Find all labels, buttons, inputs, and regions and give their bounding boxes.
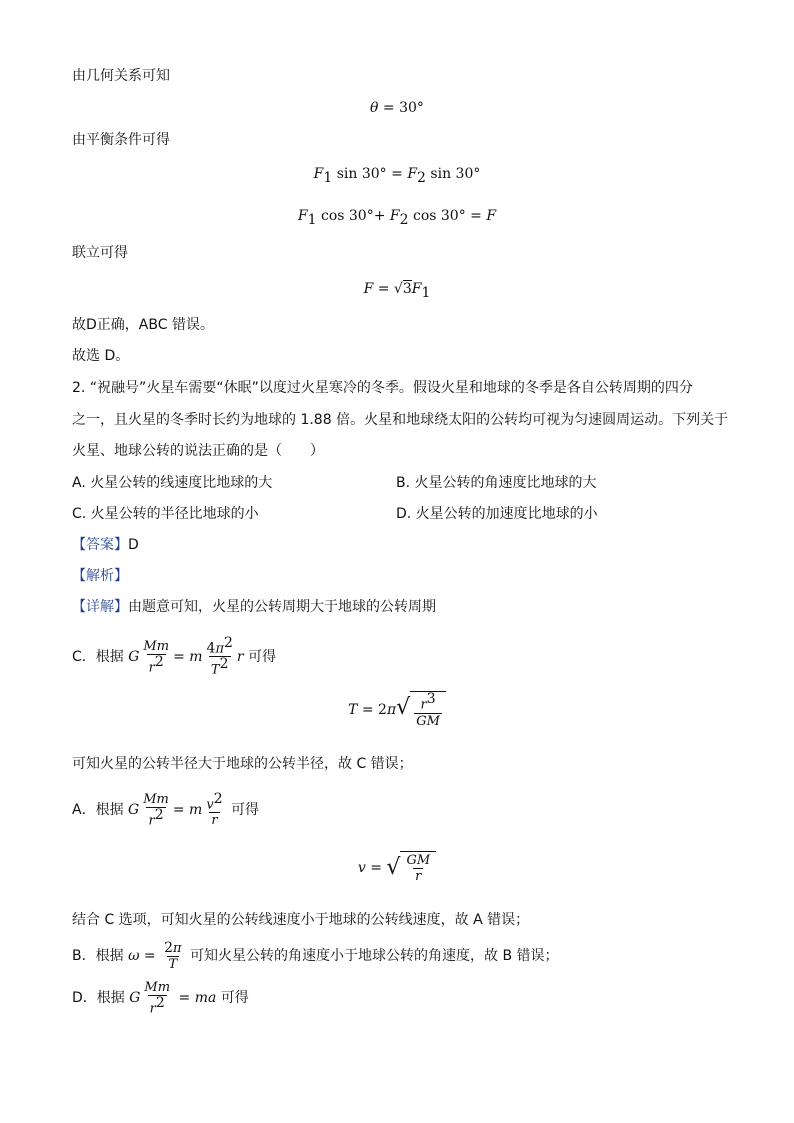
question-2-line-1: 2. “祝融号”火星车需要“休眠”以度过火星寒冷的冬季。假设火星和地球的冬季是各自公转周期的四分 <box>72 380 693 396</box>
step-b-formula: B．根据 ω = $\frac{2\pi}{T}$ 可知火星公转的角速度小于地球公转的角速度，故 B 错误； <box>72 939 559 972</box>
step-a-suffix: 可得 <box>231 802 260 819</box>
option-b: B. 火星公转的角速度比地球的大 <box>396 475 597 491</box>
step-c-suffix: 可得 <box>248 648 277 665</box>
step-c-result: 可知火星的公转半径大于地球的公转半径，故 C 错误； <box>72 756 413 772</box>
text-choice-1: 故选 D。 <box>72 348 130 364</box>
step-a-result: 结合 C 选项，可知火星的公转线速度小于地球的公转线速度，故 A 错误； <box>72 912 530 928</box>
equation-cos-balance: $F_1$ $\cos 30^\circ+ F_2$ cos 30° = F <box>297 208 497 228</box>
answer-value: D <box>128 537 139 553</box>
detail-label: 【详解】 <box>72 599 128 615</box>
equation-period: T = 2π √ $\frac{r^3}{GM}$ <box>0 690 794 730</box>
option-a: A. 火星公转的线速度比地球的大 <box>72 475 273 491</box>
step-a-formula: A．根据 G $\frac{Mm}{r^2}$ = m $\frac{v^2}{r}$ 可得 <box>72 791 260 829</box>
equation-velocity: v = √ $\frac{GM}{r}$ <box>0 848 794 888</box>
option-c: C. 火星公转的半径比地球的小 <box>72 506 259 522</box>
detail-text: 由题意可知，火星的公转周期大于地球的公转周期 <box>128 599 436 615</box>
equation-f-result: $F = √3F_1$ <box>363 281 431 301</box>
equation-theta: θ = 30° <box>370 100 424 116</box>
step-a-prefix: A．根据 <box>72 802 124 819</box>
question-2-line-2: 之一，且火星的冬季时长约为地球的 1.88 倍。火星和地球绕太阳的公转均可视为匀速圆周运动。下列关于 <box>72 412 729 428</box>
answer-line <box>72 535 139 555</box>
step-c-prefix: C．根据 <box>72 648 124 665</box>
step-c-formula: C．根据 G $\frac{Mm}{r^2}$ = m $\frac{4\pi^2}{T^2}$ r 可得 <box>72 635 277 678</box>
text-geometry-relation: 由几何关系可知 <box>72 68 170 84</box>
step-b-prefix: B．根据 <box>72 948 124 964</box>
equation-sin-balance: $F_1$ $\sin 30^\circ = F_2$ sin 30° <box>313 166 481 186</box>
detail-line <box>72 597 436 617</box>
step-d-suffix: 可得 <box>220 990 249 1007</box>
step-d-prefix: D．根据 <box>72 990 125 1007</box>
text-combine: 联立可得 <box>72 245 128 261</box>
analysis-label: 【解析】 <box>72 568 128 584</box>
text-balance-condition: 由平衡条件可得 <box>72 132 170 148</box>
question-2-line-3: 火星、地球公转的说法正确的是（ ） <box>72 443 324 459</box>
text-conclusion-1: 故D正确，ABC 错误。 <box>72 317 214 333</box>
step-d-formula: D．根据 G $\frac{Mm}{r^2}$ = ma 可得 <box>72 980 249 1017</box>
answer-label: 【答案】 <box>72 537 128 553</box>
step-b-suffix: 可知火星公转的角速度小于地球公转的角速度，故 B 错误； <box>190 948 559 964</box>
option-d: D. 火星公转的加速度比地球的小 <box>396 506 598 522</box>
